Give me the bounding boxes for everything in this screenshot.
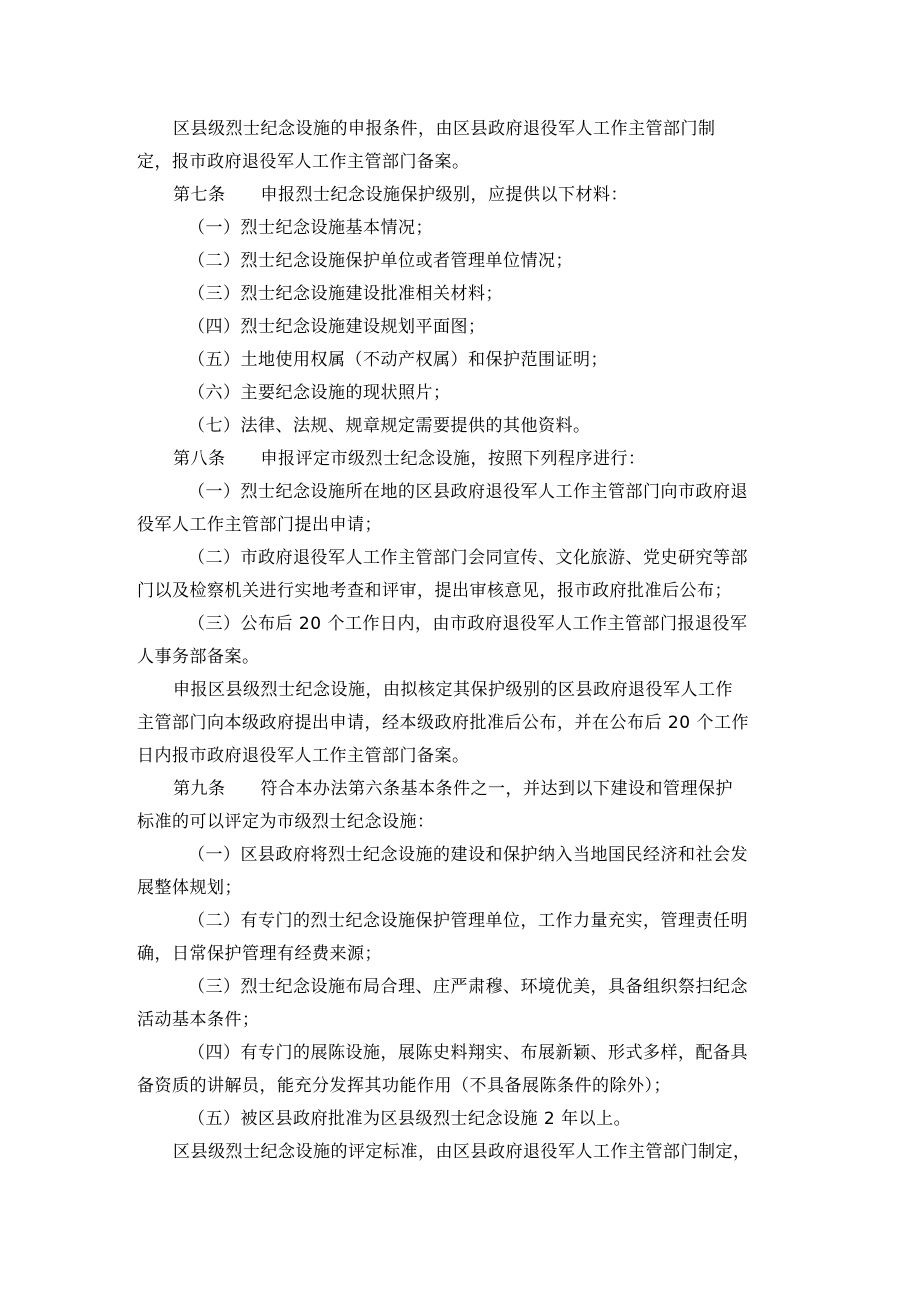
list-item: （七）法律、法规、规章规定需要提供的其他资料。 [188,416,591,436]
list-item: （二）有专门的烈士纪念设施保护管理单位，工作力量充实，管理责任明 [188,911,748,931]
text-line: 申报区县级烈士纪念设施，由拟核定其保护级别的区县政府退役军人工作 [173,680,733,700]
list-item: （三）烈士纪念设施布局合理、庄严肃穆、环境优美，具备组织祭扫纪念 [188,977,748,997]
list-item: （一）烈士纪念设施所在地的区县政府退役军人工作主管部门向市政府退 [188,482,748,502]
text-line: 标准的可以评定为市级烈士纪念设施： [137,812,435,832]
article-heading: 第七条 申报烈士纪念设施保护级别，应提供以下材料： [173,185,628,205]
list-item: （二）烈士纪念设施保护单位或者管理单位情况； [188,251,573,271]
text-line: 主管部门向本级政府提出申请，经本级政府批准后公布，并在公布后 20 个工作 [137,713,749,733]
list-item: （四）烈士纪念设施建设规划平面图； [188,317,486,337]
text-line: 役军人工作主管部门提出申请； [137,515,382,535]
text-line: 确，日常保护管理有经费来源； [137,944,382,964]
article-heading: 第九条 符合本办法第六条基本条件之一，并达到以下建设和管理保护 [173,779,733,799]
text-line: 门以及检察机关进行实地考查和评审，提出审核意见，报市政府批准后公布； [137,581,732,601]
text-line: 展整体规划； [137,878,242,898]
text-line: 定，报市政府退役军人工作主管部门备案。 [137,152,470,172]
text-line: 人事务部备案。 [137,647,260,667]
list-item: （五）土地使用权属（不动产权属）和保护范围证明； [188,350,608,370]
text-line: 备资质的讲解员，能充分发挥其功能作用（不具备展陈条件的除外）； [137,1076,671,1096]
list-item: （一）区县政府将烈士纪念设施的建设和保护纳入当地国民经济和社会发 [188,845,748,865]
list-item: （一）烈士纪念设施基本情况； [188,218,433,238]
list-item: （四）有专门的展陈设施，展陈史料翔实、布展新颖、形式多样，配备具 [188,1043,748,1063]
text-line: 活动基本条件； [137,1010,260,1030]
list-item: （三）烈士纪念设施建设批准相关材料； [188,284,503,304]
article-heading: 第八条 申报评定市级烈士纪念设施，按照下列程序进行： [173,449,646,469]
text-line: 日内报市政府退役军人工作主管部门备案。 [137,746,470,766]
text-line: 区县级烈士纪念设施的申报条件，由区县政府退役军人工作主管部门制 [173,119,716,139]
list-item: （五）被区县政府批准为区县级烈士纪念设施 2 年以上。 [188,1109,632,1129]
list-item: （三）公布后 20 个工作日内，由市政府退役军人工作主管部门报退役军 [188,614,748,634]
list-item: （二）市政府退役军人工作主管部门会同宣传、文化旅游、党史研究等部 [188,548,748,568]
text-line: 区县级烈士纪念设施的评定标准，由区县政府退役军人工作主管部门制定， [173,1142,751,1162]
list-item: （六）主要纪念设施的现状照片； [188,383,451,403]
